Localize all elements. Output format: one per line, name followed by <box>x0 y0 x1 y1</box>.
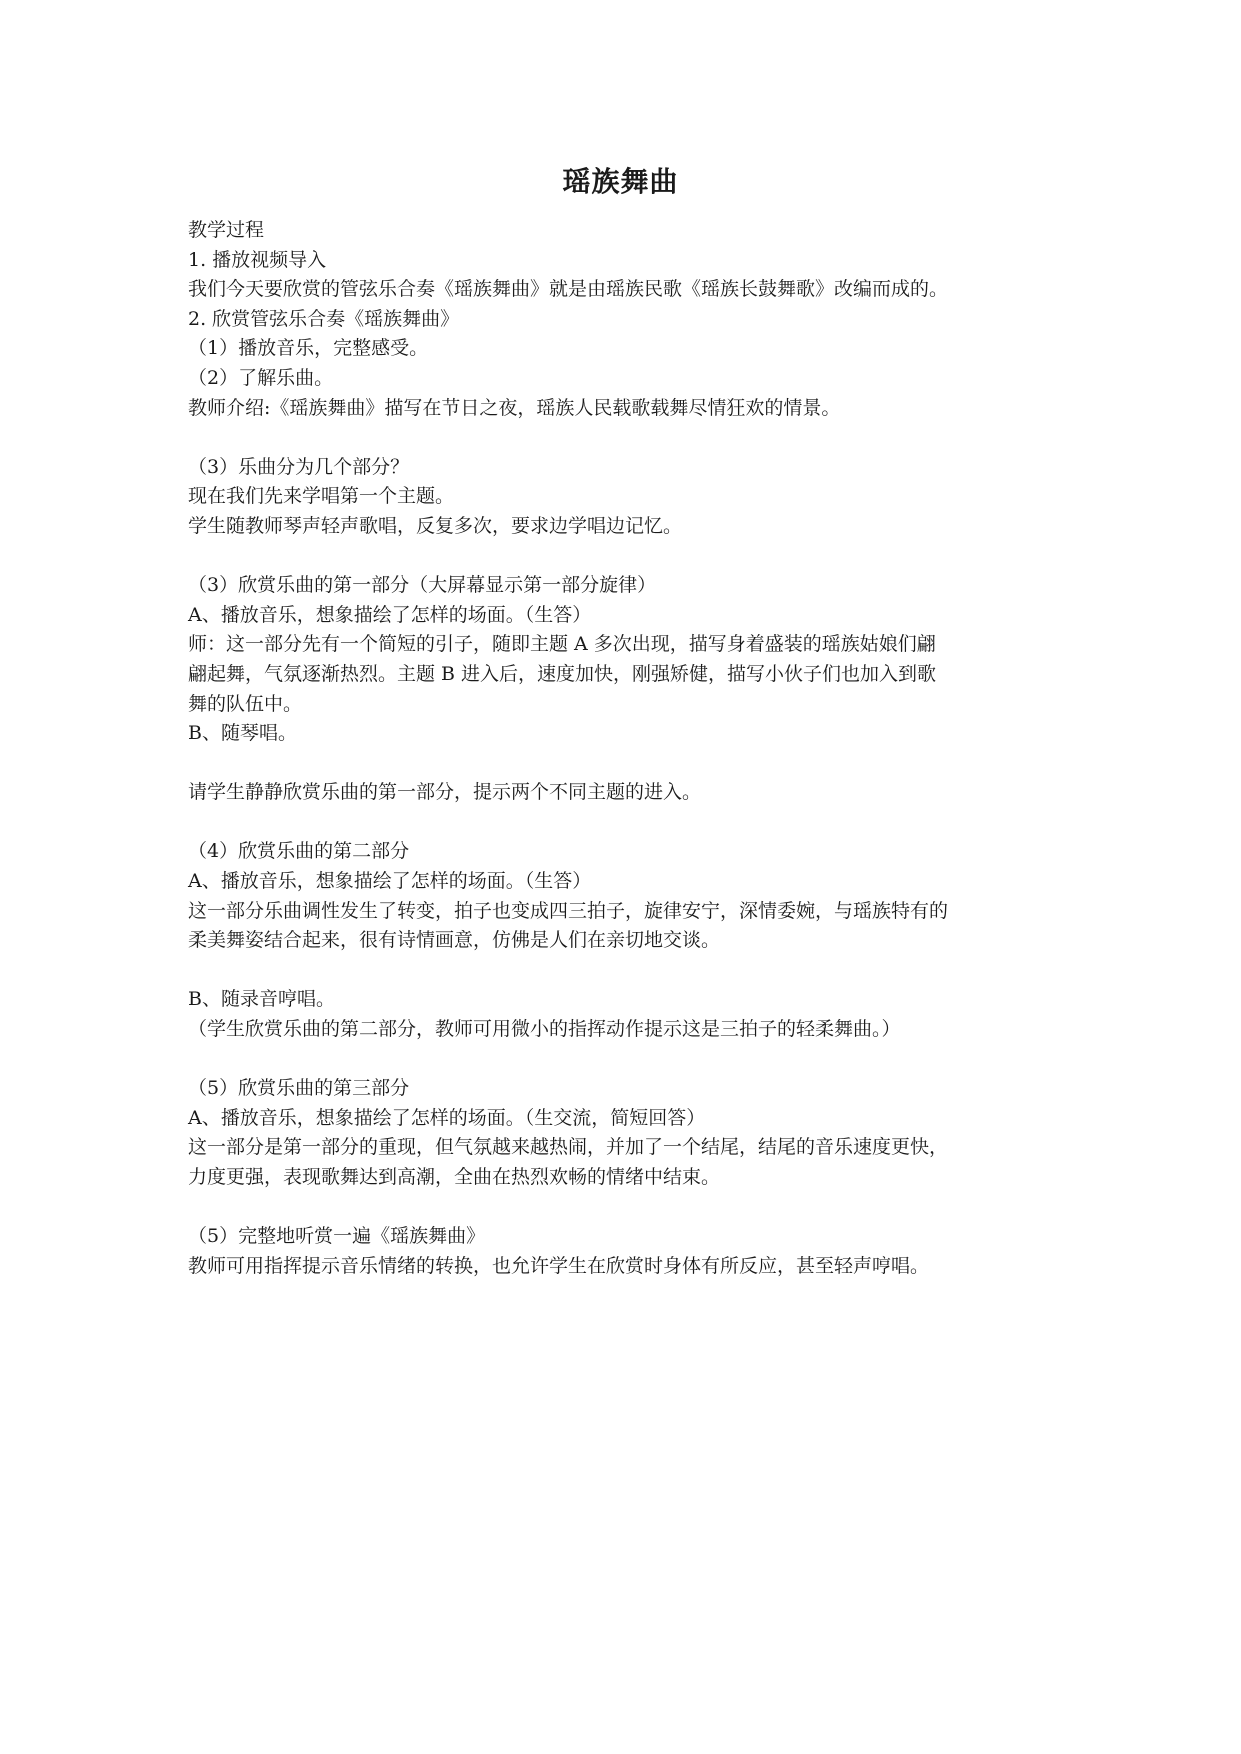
paragraph-line: A、播放音乐，想象描绘了怎样的场面。（生答） <box>188 870 592 893</box>
blank-line <box>188 1193 1088 1223</box>
paragraph-line: B、随录音哼唱。 <box>188 988 335 1011</box>
paragraph-line: 力度更强，表现歌舞达到高潮，全曲在热烈欢畅的情绪中结束。 <box>188 1166 721 1188</box>
paragraph-line: 这一部分是第一部分的重现，但气氛越来越热闹，并加了一个结尾，结尾的音乐速度更快， <box>188 1136 949 1159</box>
paragraph-line: 请学生静静欣赏乐曲的第一部分，提示两个不同主题的进入。 <box>188 781 702 804</box>
paragraph-line: 师：这一部分先有一个简短的引子，随即主题 A 多次出现，描写身着盛装的瑶族姑娘们翩 <box>188 633 936 656</box>
paragraph-line: 1. 播放视频导入 <box>188 248 327 271</box>
paragraph-line: （5）完整地听赏一遍《瑶族舞曲》 <box>188 1225 486 1248</box>
paragraph-line: （4）欣赏乐曲的第二部分 <box>188 840 410 863</box>
paragraph-line: 现在我们先来学唱第一个主题。 <box>188 485 455 508</box>
paragraph-line: 教师可用指挥提示音乐情绪的转换，也允许学生在欣赏时身体有所反应，甚至轻声哼唱。 <box>188 1254 930 1277</box>
blank-line <box>188 749 1088 779</box>
paragraph-line: 教师介绍:《瑶族舞曲》描写在节日之夜，瑶族人民载歌载舞尽情狂欢的情景。 <box>188 396 841 419</box>
paragraph-line: （5）欣赏乐曲的第三部分 <box>188 1077 410 1100</box>
paragraph-line: 教学过程 <box>188 219 265 241</box>
blank-line <box>188 1045 1088 1075</box>
paragraph-line: A、播放音乐，想象描绘了怎样的场面。（生交流，简短回答） <box>188 1106 706 1129</box>
paragraph-line: （学生欣赏乐曲的第二部分，教师可用微小的指挥动作提示这是三拍子的轻柔舞曲。） <box>188 1018 901 1041</box>
blank-line <box>188 542 1088 572</box>
paragraph-line: A、播放音乐，想象描绘了怎样的场面。（生答） <box>188 603 592 626</box>
paragraph-line: 2. 欣赏管弦乐合奏《瑶族舞曲》 <box>188 307 460 330</box>
document-title: 瑶族舞曲 <box>562 165 679 198</box>
paragraph-line: 学生随教师琴声轻声歌唱，反复多次，要求边学唱边记忆。 <box>188 514 683 537</box>
blank-line <box>188 956 1088 986</box>
paragraph-line: （3）欣赏乐曲的第一部分（大屏幕显示第一部分旋律） <box>188 574 657 597</box>
blank-line <box>188 423 1088 453</box>
paragraph-line: 我们今天要欣赏的管弦乐合奏《瑶族舞曲》就是由瑶族民歌《瑶族长鼓舞歌》改编而成的。 <box>188 278 949 301</box>
paragraph-line: （2）了解乐曲。 <box>188 366 334 389</box>
paragraph-line: （1）播放音乐，完整感受。 <box>188 337 429 360</box>
paragraph-line: 柔美舞姿结合起来，很有诗情画意，仿佛是人们在亲切地交谈。 <box>188 929 721 952</box>
blank-line <box>188 808 1088 838</box>
document-body <box>188 216 1088 1281</box>
paragraph-line: （3）乐曲分为几个部分？ <box>188 455 410 478</box>
paragraph-line: 这一部分乐曲调性发生了转变，拍子也变成四三拍子，旋律安宁，深情委婉，与瑶族特有的 <box>188 899 949 922</box>
paragraph-line: 翩起舞，气氛逐渐热烈。主题 B 进入后，速度加快，刚强矫健，描写小伙子们也加入到歌 <box>188 662 937 685</box>
paragraph-line: 舞的队伍中。 <box>188 692 303 715</box>
paragraph-line: B、随琴唱。 <box>188 722 297 745</box>
